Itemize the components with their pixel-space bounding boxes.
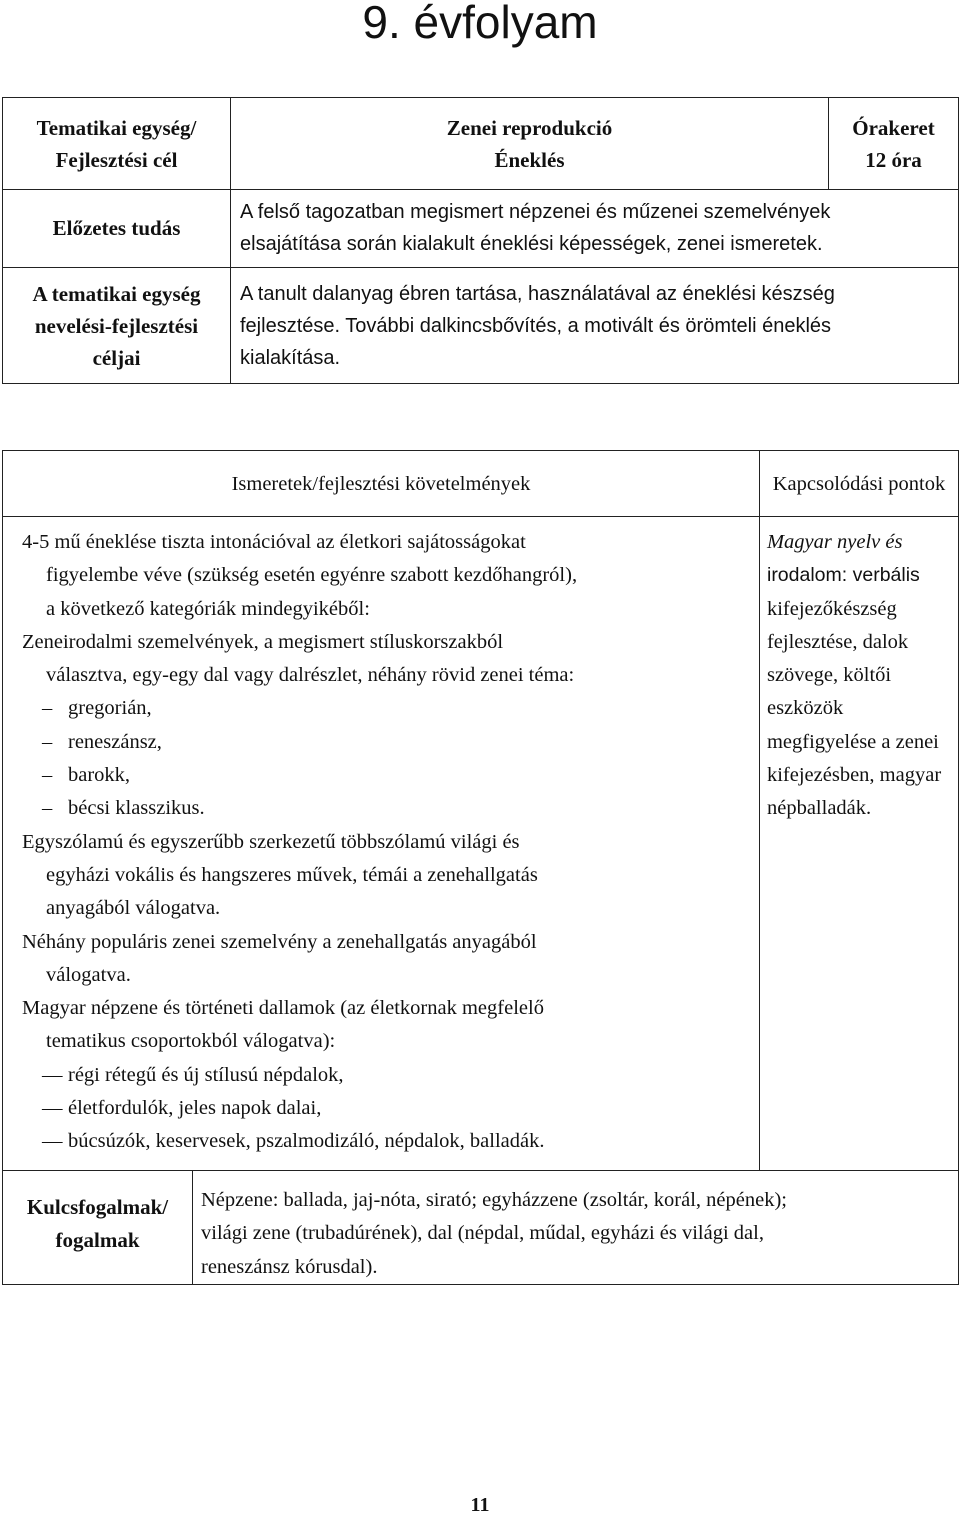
list-item: — régi rétegű és új stílusú népdalok, xyxy=(22,1059,759,1092)
key-text-line1: Népzene: ballada, jaj-nóta, sirató; egyházzene (zsoltár, korál, népének); xyxy=(201,1189,787,1211)
list-item: – reneszánsz, xyxy=(22,726,759,759)
key-concepts-text-cell xyxy=(193,1171,959,1285)
req-p2-line2: választva, egy-egy dal vagy dalrészlet, néhány rövid zenei téma: xyxy=(46,664,575,687)
connections-body-cell xyxy=(759,517,958,1171)
topic-table xyxy=(2,97,959,384)
req-p1-line2: figyelembe véve (szükség esetén egyénre szabott kezdőhangról), xyxy=(46,564,578,587)
prior-knowledge-label-cell xyxy=(3,190,231,268)
list-item: — búcsúzók, keservesek, pszalmodizáló, népdalok, balladák. xyxy=(22,1125,759,1158)
page-title: 9. évfolyam xyxy=(362,0,598,48)
page-number: 11 xyxy=(470,1494,490,1516)
key-concepts-label-cell xyxy=(3,1171,193,1285)
requirements-table xyxy=(2,450,959,1285)
list-item: – gregorián, xyxy=(22,692,759,725)
req-paragraph xyxy=(22,526,759,626)
hours-cell xyxy=(829,98,959,190)
req-p2-line1: Zeneirodalmi szemelvények, a megismert stíluskorszakból xyxy=(22,630,504,653)
prior-knowledge-text-cell xyxy=(231,190,959,268)
list-item: – barokk, xyxy=(22,759,759,792)
req-p1-line3: a következő kategóriák mindegyikéből: xyxy=(46,597,370,620)
hours-value: 12 óra xyxy=(865,148,922,172)
conn-line: szövege, költői xyxy=(766,664,892,687)
req-paragraph xyxy=(22,826,759,926)
req-p3-line1: Egyszólamú és egyszerűbb szerkezetű többszólamú világi és xyxy=(22,830,520,853)
requirements-header: Ismeretek/fejlesztési követelmények xyxy=(231,473,531,495)
key-text-line3: reneszánsz kórusdal). xyxy=(201,1255,378,1278)
conn-line: irodalom: verbális xyxy=(766,564,920,587)
prior-knowledge-label: Előzetes tudás xyxy=(52,216,181,240)
conn-line: megfigyelése a zenei xyxy=(766,730,939,753)
prior-knowledge-line2: elsajátítása során kialakult éneklési képességek, zenei ismeretek. xyxy=(240,233,823,255)
req-p1-line1: 4-5 mű éneklése tiszta intonációval az életkori sajátosságokat xyxy=(22,531,526,553)
connections-header: Kapcsolódási pontok xyxy=(772,473,946,495)
req-paragraph xyxy=(22,626,759,693)
conn-line: kifejezőkészség xyxy=(766,597,897,620)
connections-header-cell xyxy=(759,451,958,517)
conn-subject: Magyar nyelv és xyxy=(766,531,903,553)
conn-line: kifejezésben, magyar xyxy=(766,764,942,787)
key-label-line2: fogalmak xyxy=(55,1228,140,1252)
list-item: – bécsi klasszikus. xyxy=(22,792,759,825)
req-p5-line2: tematikus csoportokból válogatva): xyxy=(46,1030,336,1053)
goals-label-line2: nevelési-fejlesztési xyxy=(34,314,199,338)
prior-knowledge-line1: A felső tagozatban megismert népzenei és műzenei szemelvények xyxy=(240,201,831,223)
requirements-body-cell xyxy=(3,517,760,1171)
req-p4-line1: Néhány populáris zenei szemelvény a zenehallgatás anyagából xyxy=(22,930,537,953)
topic-label-line1: Tematikai egység/ xyxy=(36,116,197,140)
goals-label-cell xyxy=(3,268,231,384)
req-p3-line3: anyagából válogatva. xyxy=(46,897,221,920)
goals-line1: A tanult dalanyag ébren tartása, használatával az éneklési készség xyxy=(240,283,835,305)
hours-label: Órakeret xyxy=(852,116,935,140)
topic-name-cell xyxy=(231,98,829,190)
conn-line: eszközök xyxy=(766,697,844,720)
req-p4-line2: válogatva. xyxy=(46,963,131,986)
conn-line: fejlesztése, dalok xyxy=(766,630,909,653)
req-paragraph xyxy=(22,992,759,1059)
conn-line: népballadák. xyxy=(766,797,872,820)
req-p5-line1: Magyar népzene és történeti dallamok (az életkornak megfelelő xyxy=(22,997,544,1020)
requirements-header-cell xyxy=(3,451,760,517)
key-label-line1: Kulcsfogalmak/ xyxy=(26,1195,169,1219)
list-item: — életfordulók, jeles napok dalai, xyxy=(22,1092,759,1125)
topic-name-line2: Éneklés xyxy=(494,148,565,172)
topic-label-line2: Fejlesztési cél xyxy=(55,148,178,172)
topic-name-line1: Zenei reprodukció xyxy=(446,116,613,140)
key-text-line2: világi zene (trubadúrének), dal (népdal, műdal, egyházi és világi dal, xyxy=(201,1222,764,1245)
goals-label-line1: A tematikai egység xyxy=(32,282,201,306)
req-p3-line2: egyházi vokális és hangszeres művek, témái a zenehallgatás xyxy=(46,863,538,886)
goals-line3: kialakítása. xyxy=(240,347,341,369)
topic-label-cell xyxy=(3,98,231,190)
goals-line2: fejlesztése. További dalkincsbővítés, a motivált és örömteli éneklés xyxy=(240,315,832,337)
goals-label-line3: céljai xyxy=(92,346,141,370)
req-paragraph xyxy=(22,926,759,993)
goals-text-cell xyxy=(231,268,959,384)
